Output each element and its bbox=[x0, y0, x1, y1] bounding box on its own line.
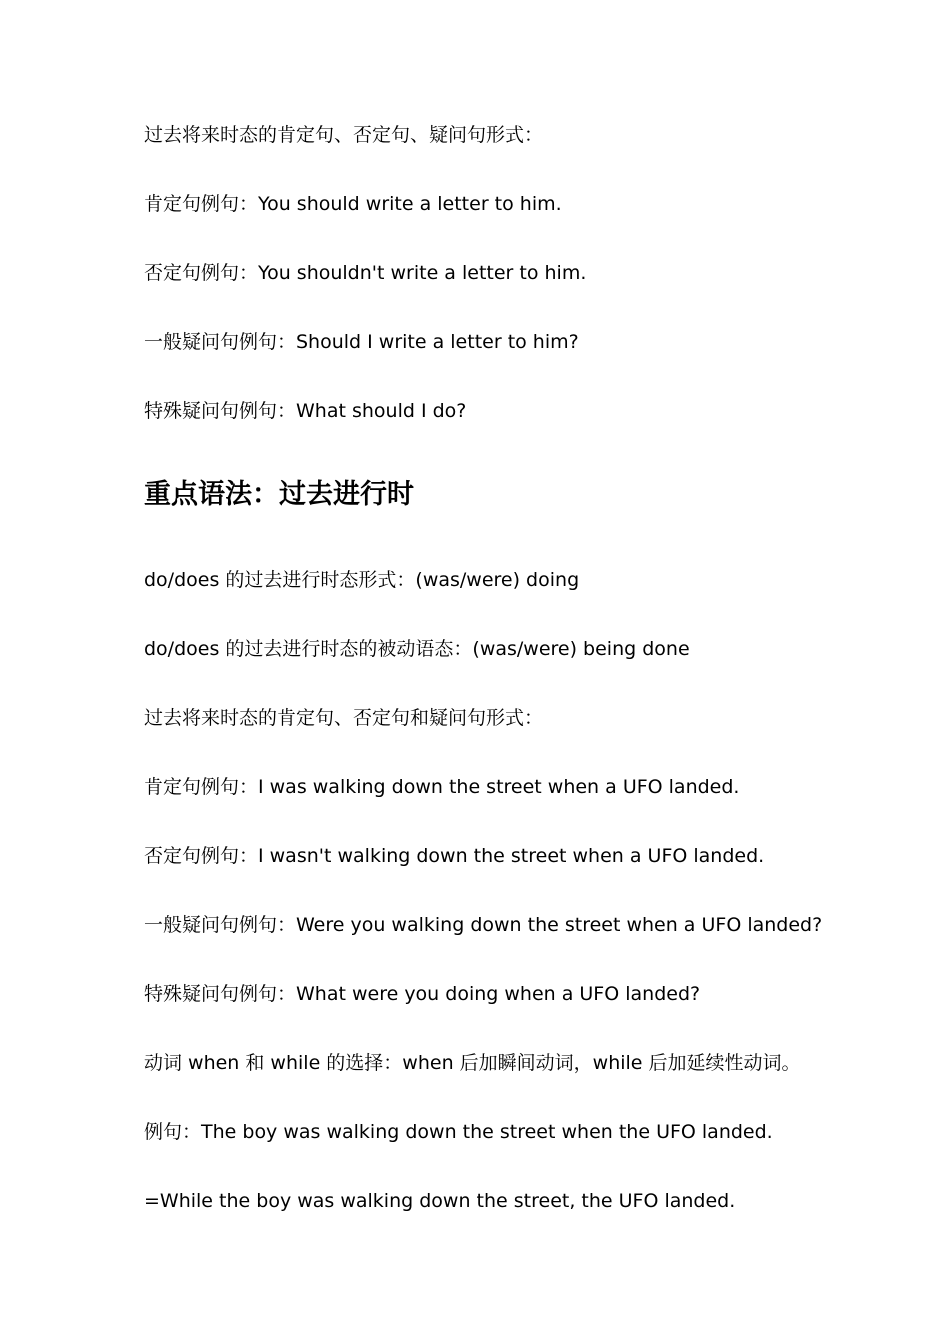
when-while-rule: 动词 when 和 while 的选择：when 后加瞬间动词，while 后加延续性动词。 bbox=[144, 1052, 801, 1074]
when-example: 例句：The boy was walking down the street when the UFO landed. bbox=[144, 1121, 773, 1143]
section2-heading: 重点语法：过去进行时 bbox=[144, 479, 414, 510]
section1-general-question-example: 一般疑问句例句：Should I write a letter to him? bbox=[144, 331, 579, 353]
section1-affirmative-example: 肯定句例句：You should write a letter to him. bbox=[144, 193, 562, 215]
section2-negative-example: 否定句例句：I wasn't walking down the street when a UFO landed. bbox=[144, 845, 765, 867]
section2-general-question-example: 一般疑问句例句：Were you walking down the street when a UFO landed? bbox=[144, 914, 823, 936]
section1-negative-example: 否定句例句：You shouldn't write a letter to him. bbox=[144, 262, 587, 284]
section2-intro: 过去将来时态的肯定句、否定句和疑问句形式： bbox=[144, 707, 544, 729]
while-example: =While the boy was walking down the street, the UFO landed. bbox=[144, 1190, 736, 1212]
section2-special-question-example: 特殊疑问句例句：What were you doing when a UFO landed? bbox=[144, 983, 701, 1005]
section1-intro: 过去将来时态的肯定句、否定句、疑问句形式： bbox=[144, 124, 544, 146]
section2-form: do/does 的过去进行时态形式：(was/were) doing bbox=[144, 569, 580, 591]
section2-passive-form: do/does 的过去进行时态的被动语态：(was/were) being done bbox=[144, 638, 690, 660]
section2-affirmative-example: 肯定句例句：I was walking down the street when a UFO landed. bbox=[144, 776, 740, 798]
section1-special-question-example: 特殊疑问句例句：What should I do? bbox=[144, 400, 467, 422]
